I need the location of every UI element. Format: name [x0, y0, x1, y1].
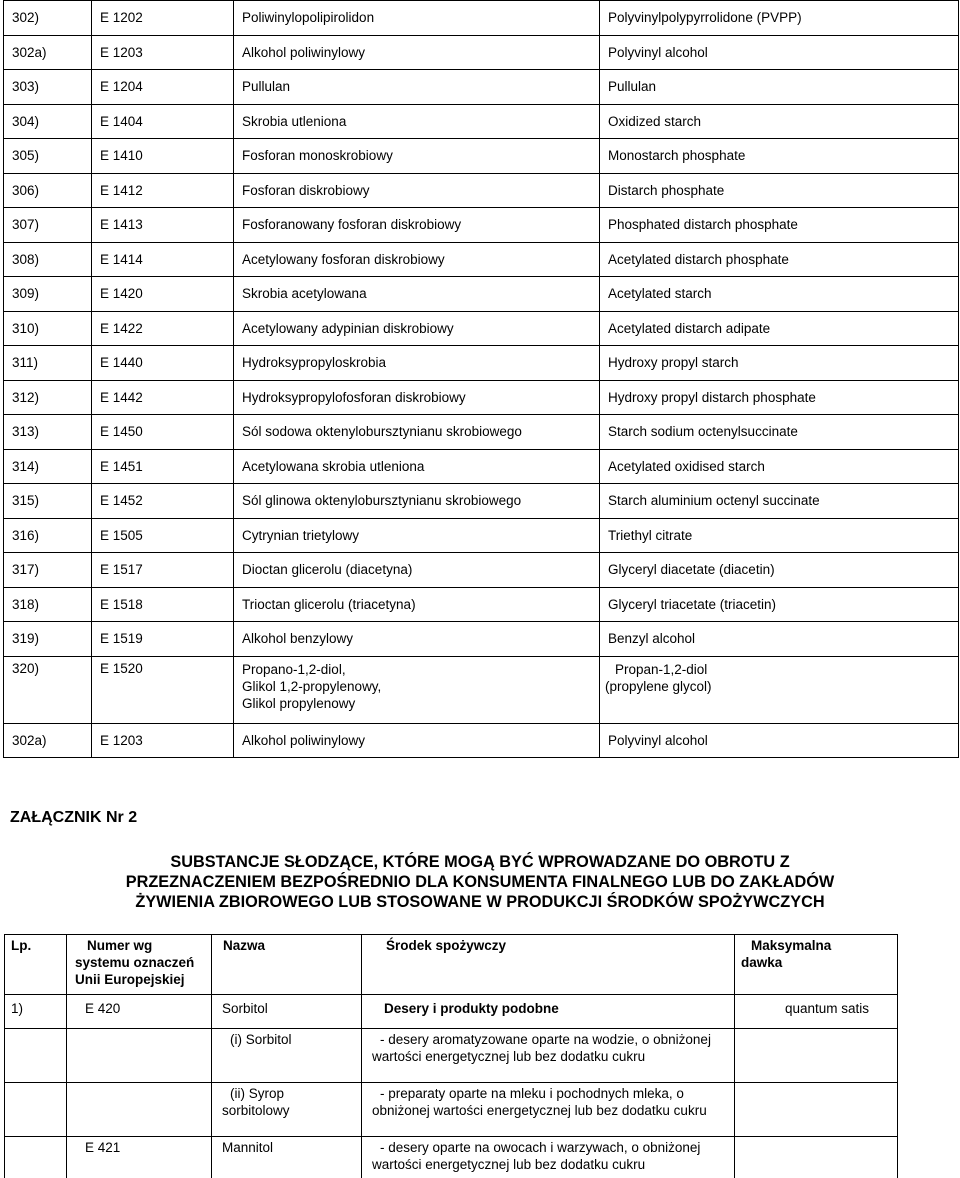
header-eu-number-line-3: Unii Europejskiej: [75, 971, 210, 988]
table-row: [4, 208, 959, 243]
row-number: 302a): [4, 723, 92, 758]
polish-name: Hydroksypropyloskrobia: [234, 346, 600, 381]
table-row-320: [4, 656, 959, 723]
row-number: 314): [4, 449, 92, 484]
e-code: E 1451: [92, 449, 234, 484]
row-number: 309): [4, 277, 92, 312]
polish-name: Skrobia utleniona: [234, 104, 600, 139]
e-code: E 1404: [92, 104, 234, 139]
table-row: [4, 173, 959, 208]
row-number: 306): [4, 173, 92, 208]
row-name: [212, 1083, 362, 1137]
row-food-line-1: - desery aromatyzowane oparte na wodzie, o obniżonej: [372, 1031, 733, 1048]
polish-name: Hydroksypropylofosforan diskrobiowy: [234, 380, 600, 415]
e-code: E 1414: [92, 242, 234, 277]
e-code: E 1505: [92, 518, 234, 553]
row-food-line-2: wartości energetycznej lub bez dodatku cukru: [372, 1156, 733, 1173]
empty-cell: [67, 1083, 212, 1137]
polish-name: Acetylowany adypinian diskrobiowy: [234, 311, 600, 346]
table-row-last: [4, 723, 959, 758]
row-eu-number: E 420: [67, 995, 212, 1029]
row-food-line-2: wartości energetycznej lub bez dodatku cukru: [372, 1048, 733, 1065]
table-row: [4, 484, 959, 519]
english-name: Benzyl alcohol: [600, 622, 959, 657]
table-row: [4, 380, 959, 415]
header-eu-number: [67, 935, 212, 995]
row-eu-number: E 421: [67, 1137, 212, 1178]
row-number: 308): [4, 242, 92, 277]
table-row: [4, 139, 959, 174]
english-name: Acetylated oxidised starch: [600, 449, 959, 484]
row-name: (i) Sorbitol: [212, 1029, 362, 1083]
row-max-dose: quantum satis: [735, 995, 898, 1029]
annex-title: ZAŁĄCZNIK Nr 2: [10, 809, 137, 827]
row-name: Sorbitol: [212, 995, 362, 1029]
row-name-line-2: sorbitolowy: [222, 1102, 360, 1119]
row-food-line-1: - desery oparte na owocach i warzywach, o obniżonej: [372, 1139, 733, 1156]
row-food-line-1: - preparaty oparte na mleku i pochodnych mleka, o: [372, 1085, 733, 1102]
table-row: [4, 242, 959, 277]
english-name: Glyceryl triacetate (triacetin): [600, 587, 959, 622]
row-name: Mannitol: [212, 1137, 362, 1178]
polish-name: Pullulan: [234, 70, 600, 105]
e-code: E 1204: [92, 70, 234, 105]
table-row-sorbitol-syrup: [5, 1083, 898, 1137]
polish-name: Fosforan monoskrobiowy: [234, 139, 600, 174]
header-eu-number-line-1: Numer wg: [75, 937, 210, 954]
e-code: E 1442: [92, 380, 234, 415]
row-food: [362, 1029, 735, 1083]
header-lp: Lp.: [5, 935, 67, 995]
empty-cell: [5, 1029, 67, 1083]
header-name: Nazwa: [212, 935, 362, 995]
polish-name: [234, 656, 600, 723]
row-food: [362, 1083, 735, 1137]
e-code: E 1203: [92, 723, 234, 758]
row-number: 320): [4, 656, 92, 723]
row-name-line-1: (ii) Syrop: [222, 1085, 360, 1102]
table-row: [4, 449, 959, 484]
polish-name: Alkohol poliwinylowy: [234, 35, 600, 70]
table-row: [4, 553, 959, 588]
e-code: E 1422: [92, 311, 234, 346]
row-number: 315): [4, 484, 92, 519]
heading-line-2: PRZEZNACZENIEM BEZPOŚREDNIO DLA KONSUMENTA FINALNEGO LUB DO ZAKŁADÓW: [20, 872, 940, 892]
english-name: Polyvinyl alcohol: [600, 35, 959, 70]
e-code: E 1519: [92, 622, 234, 657]
row-number: 310): [4, 311, 92, 346]
table-row: [4, 518, 959, 553]
english-name: Hydroxy propyl starch: [600, 346, 959, 381]
english-name: Acetylated distarch phosphate: [600, 242, 959, 277]
empty-cell: [735, 1083, 898, 1137]
row-number: 313): [4, 415, 92, 450]
row-number: 304): [4, 104, 92, 139]
empty-cell: [5, 1083, 67, 1137]
english-name: Pullulan: [600, 70, 959, 105]
english-name: Triethyl citrate: [600, 518, 959, 553]
row-food: Desery i produkty podobne: [362, 995, 735, 1029]
header-food: Środek spożywczy: [362, 935, 735, 995]
polish-name-line-3: Glikol propylenowy: [242, 695, 591, 712]
heading-line-1: SUBSTANCJE SŁODZĄCE, KTÓRE MOGĄ BYĆ WPROWADZANE DO OBROTU Z: [20, 852, 940, 872]
english-name-line-2: (propylene glycol): [605, 678, 950, 695]
row-number: 317): [4, 553, 92, 588]
english-name: Glyceryl diacetate (diacetin): [600, 553, 959, 588]
e-code: E 1202: [92, 1, 234, 36]
row-number: 307): [4, 208, 92, 243]
english-name: Starch sodium octenylsuccinate: [600, 415, 959, 450]
additives-table-body: [4, 1, 959, 758]
e-code: E 1520: [92, 656, 234, 723]
row-number: 318): [4, 587, 92, 622]
english-name: Polyvinyl alcohol: [600, 723, 959, 758]
english-name: Acetylated starch: [600, 277, 959, 312]
e-code: E 1450: [92, 415, 234, 450]
english-name: [600, 656, 959, 723]
polish-name: Fosforanowany fosforan diskrobiowy: [234, 208, 600, 243]
table-row: [4, 70, 959, 105]
section-heading: [20, 852, 940, 912]
header-max-dose-line-2: dawka: [741, 954, 896, 971]
row-number: 312): [4, 380, 92, 415]
table-row: [4, 104, 959, 139]
header-max-dose-line-1: Maksymalna: [741, 937, 896, 954]
header-eu-number-line-2: systemu oznaczeń: [75, 954, 210, 971]
polish-name: Sól glinowa oktenylobursztynianu skrobiowego: [234, 484, 600, 519]
english-name: Oxidized starch: [600, 104, 959, 139]
table-row: [4, 415, 959, 450]
e-code: E 1420: [92, 277, 234, 312]
row-number: 316): [4, 518, 92, 553]
english-name: Hydroxy propyl distarch phosphate: [600, 380, 959, 415]
row-number: 302a): [4, 35, 92, 70]
table-row: [4, 277, 959, 312]
table-header-row: [5, 935, 898, 995]
polish-name: Acetylowana skrobia utleniona: [234, 449, 600, 484]
english-name: Starch aluminium octenyl succinate: [600, 484, 959, 519]
sweeteners-table: [4, 934, 898, 1178]
e-code: E 1413: [92, 208, 234, 243]
heading-line-3: ŻYWIENIA ZBIOROWEGO LUB STOSOWANE W PRODUKCJI ŚRODKÓW SPOŻYWCZYCH: [20, 892, 940, 912]
english-name: Polyvinylpolypyrrolidone (PVPP): [600, 1, 959, 36]
polish-name: Dioctan glicerolu (diacetyna): [234, 553, 600, 588]
header-max-dose: [735, 935, 898, 995]
table-row: [4, 311, 959, 346]
english-name: Phosphated distarch phosphate: [600, 208, 959, 243]
table-row: [4, 587, 959, 622]
e-code: E 1412: [92, 173, 234, 208]
polish-name-line-1: Propano-1,2-diol,: [242, 661, 591, 678]
table-row: [4, 346, 959, 381]
table-row-1: [5, 995, 898, 1029]
row-number: 305): [4, 139, 92, 174]
row-number: 302): [4, 1, 92, 36]
english-name: Monostarch phosphate: [600, 139, 959, 174]
e-code: E 1410: [92, 139, 234, 174]
table-row: [4, 35, 959, 70]
polish-name: Alkohol benzylowy: [234, 622, 600, 657]
e-code: E 1452: [92, 484, 234, 519]
empty-cell: [735, 1029, 898, 1083]
row-lp: 1): [5, 995, 67, 1029]
row-number: 311): [4, 346, 92, 381]
english-name: Acetylated distarch adipate: [600, 311, 959, 346]
row-number: 303): [4, 70, 92, 105]
e-code: E 1517: [92, 553, 234, 588]
polish-name: Skrobia acetylowana: [234, 277, 600, 312]
polish-name: Trioctan glicerolu (triacetyna): [234, 587, 600, 622]
row-food-line-2: obniżonej wartości energetycznej lub bez dodatku cukru: [372, 1102, 733, 1119]
polish-name-line-2: Glikol 1,2-propylenowy,: [242, 678, 591, 695]
empty-cell: [67, 1029, 212, 1083]
e-code: E 1203: [92, 35, 234, 70]
english-name: Distarch phosphate: [600, 173, 959, 208]
table-row-sorbitol: [5, 1029, 898, 1083]
polish-name: Acetylowany fosforan diskrobiowy: [234, 242, 600, 277]
row-number: 319): [4, 622, 92, 657]
english-name-line-1: Propan-1,2-diol: [605, 661, 950, 678]
polish-name: Cytrynian trietylowy: [234, 518, 600, 553]
polish-name: Poliwinylopolipirolidon: [234, 1, 600, 36]
table-row: [4, 1, 959, 36]
e-code: E 1440: [92, 346, 234, 381]
polish-name: Fosforan diskrobiowy: [234, 173, 600, 208]
polish-name: Sól sodowa oktenylobursztynianu skrobiowego: [234, 415, 600, 450]
additives-table: [3, 0, 959, 758]
table-row: [4, 622, 959, 657]
polish-name: Alkohol poliwinylowy: [234, 723, 600, 758]
e-code: E 1518: [92, 587, 234, 622]
